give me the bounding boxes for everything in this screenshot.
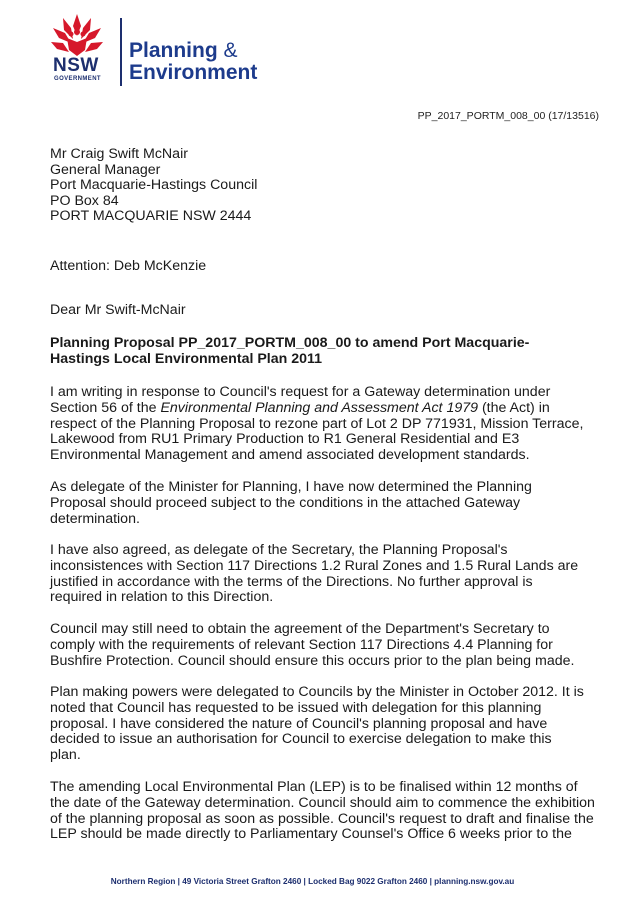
paragraph-determination (50, 480, 605, 527)
recipient-address (50, 147, 257, 225)
reference-number: PP_2017_PORTM_008_00 (17/13516) (417, 110, 599, 122)
address-line: PORT MACQUARIE NSW 2444 (50, 208, 252, 225)
paragraph-line: Environmental Management and amend associated development standards. (50, 447, 530, 464)
paragraph-line: Bushfire Protection. Council should ensure this occurs prior to the plan being made. (50, 652, 575, 669)
paragraph-inconsistences (50, 543, 605, 606)
paragraph-line: plan. (50, 747, 81, 764)
paragraph-lep-timeframe (50, 780, 605, 843)
paragraph-line: Lakewood from RU1 Primary Production to R1 General Residential and E3 (50, 431, 520, 448)
paragraph-line: decided to issue an authorisation for Council to exercise delegation to make this (50, 731, 552, 748)
page-footer: Northern Region | 49 Victoria Street Grafton 2460 | Locked Bag 9022 Grafton 2460 | planning.nsw.gov.au (110, 877, 515, 886)
act-title: Environmental Planning and Assessment Act 1979 (160, 399, 478, 416)
paragraph-line: As delegate of the Minister for Planning, I have now determined the Planning (50, 479, 532, 495)
paragraph-line: Proposal should proceed subject to the conditions in the attached Gateway (50, 494, 521, 511)
attention-line: Attention: Deb McKenzie (50, 258, 207, 274)
paragraph-line: I am writing in response to Council's request for a Gateway determination under (50, 384, 551, 400)
paragraph-line: proposal. I have considered the nature of Council's planning proposal and have (50, 715, 548, 732)
address-line: Port Macquarie-Hastings Council (50, 177, 258, 194)
paragraph-line: respect of the Planning Proposal to rezone part of Lot 2 DP 771931, Mission Terrace, (50, 415, 584, 432)
paragraph-line: inconsistences with Section 117 Directions 1.2 Rural Zones and 1.5 Rural Lands are (50, 557, 579, 574)
paragraph-line: noted that Council has requested to be issued with delegation for this planning (50, 699, 542, 716)
paragraph-line: Section 56 of the Environmental Planning and Assessment Act 1979 (the Act) in (50, 399, 550, 416)
paragraph-line: determination. (50, 510, 140, 527)
nsw-wordmark: NSW (53, 55, 99, 76)
subject-line: Planning Proposal PP_2017_PORTM_008_00 to amend Port Macquarie- (50, 335, 530, 351)
paragraph-line: I have also agreed, as delegate of the Secretary, the Planning Proposal's (50, 542, 508, 558)
paragraph-line: LEP should be made directly to Parliamentary Counsel's Office 6 weeks prior to the (50, 826, 572, 843)
logo-divider (120, 18, 122, 86)
address-line: PO Box 84 (50, 192, 119, 209)
paragraph-gateway-request (50, 385, 605, 464)
subject-line: Hastings Local Environmental Plan 2011 (50, 350, 323, 367)
address-line: Mr Craig Swift McNair (50, 146, 188, 162)
paragraph-delegation (50, 685, 605, 764)
paragraph-bushfire (50, 622, 605, 669)
paragraph-line: Council may still need to obtain the agreement of the Department's Secretary to (50, 621, 550, 637)
paragraph-line: the date of the Gateway determination. Council should aim to commence the exhibition (50, 794, 595, 811)
dept-name-line1: Planning & (129, 39, 238, 62)
nsw-planning-environment-logo (49, 12, 279, 84)
subject-heading (50, 336, 595, 368)
paragraph-line: Plan making powers were delegated to Councils by the Minister in October 2012. It is (50, 684, 584, 700)
paragraph-line: justified in accordance with the terms of the Directions. No further approval is (50, 573, 533, 590)
dept-name-line2: Environment (129, 61, 258, 84)
salutation: Dear Mr Swift-McNair (50, 302, 186, 318)
waratah-flower-icon (49, 12, 105, 58)
paragraph-line: of the planning proposal as soon as possible. Council's request to draft and finalise the (50, 810, 594, 827)
paragraph-line: required in relation to this Direction. (50, 589, 274, 606)
address-line: General Manager (50, 161, 161, 178)
paragraph-line: comply with the requirements of relevant Section 117 Directions 4.4 Planning for (50, 636, 553, 653)
paragraph-line: The amending Local Environmental Plan (LEP) is to be finalised within 12 months of (50, 779, 578, 795)
government-wordmark: GOVERNMENT (54, 76, 102, 82)
